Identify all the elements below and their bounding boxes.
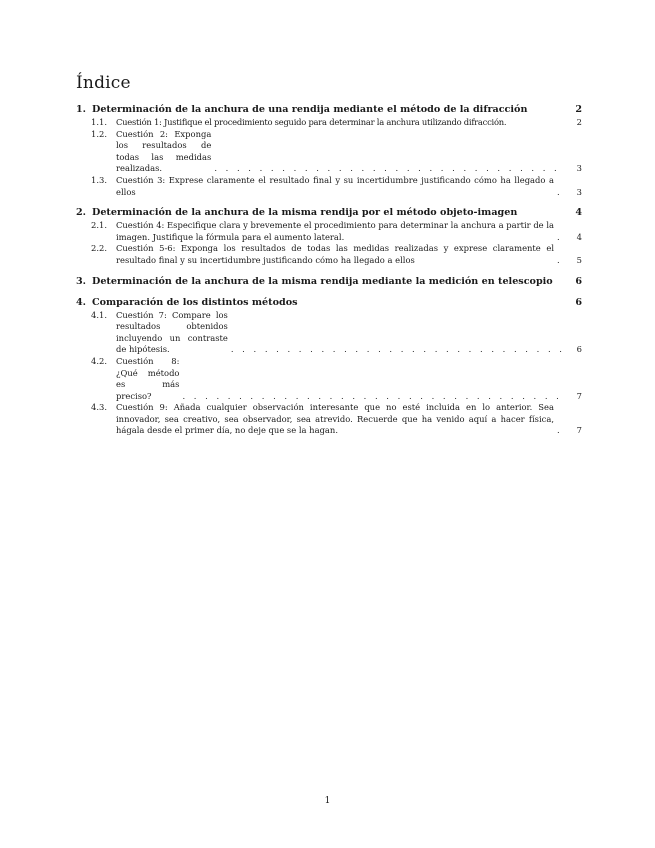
subsection-title: Cuestión 7: Compare los resultados obtenidos incluyendo un contraste de hipótesis. [116, 309, 228, 355]
subsection-page: 3 [576, 186, 582, 197]
section-number: 4. [76, 296, 87, 308]
toc-section-heading[interactable] [76, 275, 582, 288]
dot-leader [557, 232, 566, 244]
toc-section-1 [76, 103, 582, 198]
toc-subsection-4-2[interactable] [76, 356, 582, 402]
subsection-number: 4.3. [91, 402, 107, 413]
subsection-page: 6 [576, 344, 582, 355]
toc-subsection-2-1[interactable] [76, 220, 582, 243]
subsection-page: 7 [576, 390, 582, 401]
section-number: 3. [76, 275, 87, 287]
section-page: 4 [575, 207, 582, 219]
subsection-title: Cuestión 8: ¿Qué método es más preciso? [116, 355, 180, 401]
subsection-title: Cuestión 4: Especifique clara y brevemente el procedimiento para determinar la anchura a partir de la imagen. Justifique la fórmula para el aumento lateral. [116, 220, 554, 242]
dot-leader [557, 425, 566, 437]
section-number: 1. [76, 104, 87, 115]
section-title: Determinación de la anchura de una rendija mediante el método de la difracción [92, 104, 528, 115]
section-title: Determinación de la anchura de la misma rendija mediante la medición en telescopio [92, 275, 553, 287]
dot-leader [557, 187, 566, 199]
subsection-page: 2 [576, 117, 582, 127]
dot-leader [214, 163, 566, 175]
subsection-title: Cuestión 9: Añada cualquier observación interesante que no esté incluida en lo anterior. Sea innovador, sea creativo, sea observador, sea atrevido. Recuerde que ha venido aquí a hacer física, hágala desde el primer día, no deje que se la hagan. [116, 402, 554, 436]
toc-subsection-2-2[interactable] [76, 243, 582, 266]
toc-subsection-1-3[interactable] [76, 175, 582, 198]
toc-section-3 [76, 275, 582, 288]
subsection-number: 4.1. [91, 309, 107, 320]
section-page: 2 [575, 104, 582, 115]
section-number: 2. [76, 207, 87, 219]
toc-subsection-4-3[interactable] [76, 402, 582, 437]
toc-section-4 [76, 296, 582, 438]
table-of-contents [76, 103, 582, 445]
subsection-number: 4.2. [91, 355, 107, 366]
subsection-page: 5 [576, 254, 582, 265]
page-number: 1 [324, 796, 331, 806]
section-page: 6 [575, 275, 582, 287]
subsection-number: 1.2. [91, 128, 107, 139]
section-title: Determinación de la anchura de la misma rendija por el método objeto-imagen [92, 207, 518, 219]
subsection-page: 4 [576, 231, 582, 242]
toc-section-2 [76, 206, 582, 266]
toc-title: Índice [76, 73, 131, 93]
dot-leader [182, 391, 566, 403]
subsection-title: Cuestión 3: Exprese claramente el resultado final y su incertidumbre justificando cómo ha llegado a ellos [116, 174, 554, 197]
subsection-number: 1.1. [91, 117, 107, 127]
subsection-number: 2.1. [91, 220, 107, 231]
subsection-number: 1.3. [91, 174, 107, 185]
section-page: 6 [575, 296, 582, 308]
subsection-title: Cuestión 2: Exponga los resultados de todas las medidas realizadas. [116, 128, 212, 174]
dot-leader [231, 344, 566, 356]
toc-section-heading[interactable] [76, 103, 582, 116]
subsection-number: 2.2. [91, 243, 107, 254]
toc-subsection-4-1[interactable] [76, 310, 582, 356]
toc-subsection-1-1[interactable] [76, 117, 582, 129]
toc-subsection-1-2[interactable] [76, 129, 582, 175]
toc-section-heading[interactable] [76, 296, 582, 309]
subsection-title: Cuestión 1: Justifique el procedimiento seguido para determinar la anchura utilizando difracción. [116, 117, 507, 127]
subsection-page: 7 [576, 425, 582, 436]
subsection-title: Cuestión 5-6: Exponga los resultados de todas las medidas realizadas y exprese claramente el resultado final y su incertidumbre justificando cómo ha llegado a ellos [116, 243, 554, 265]
toc-section-heading[interactable] [76, 206, 582, 219]
subsection-page: 3 [576, 163, 582, 174]
dot-leader [557, 255, 566, 267]
section-title: Comparación de los distintos métodos [92, 296, 298, 308]
